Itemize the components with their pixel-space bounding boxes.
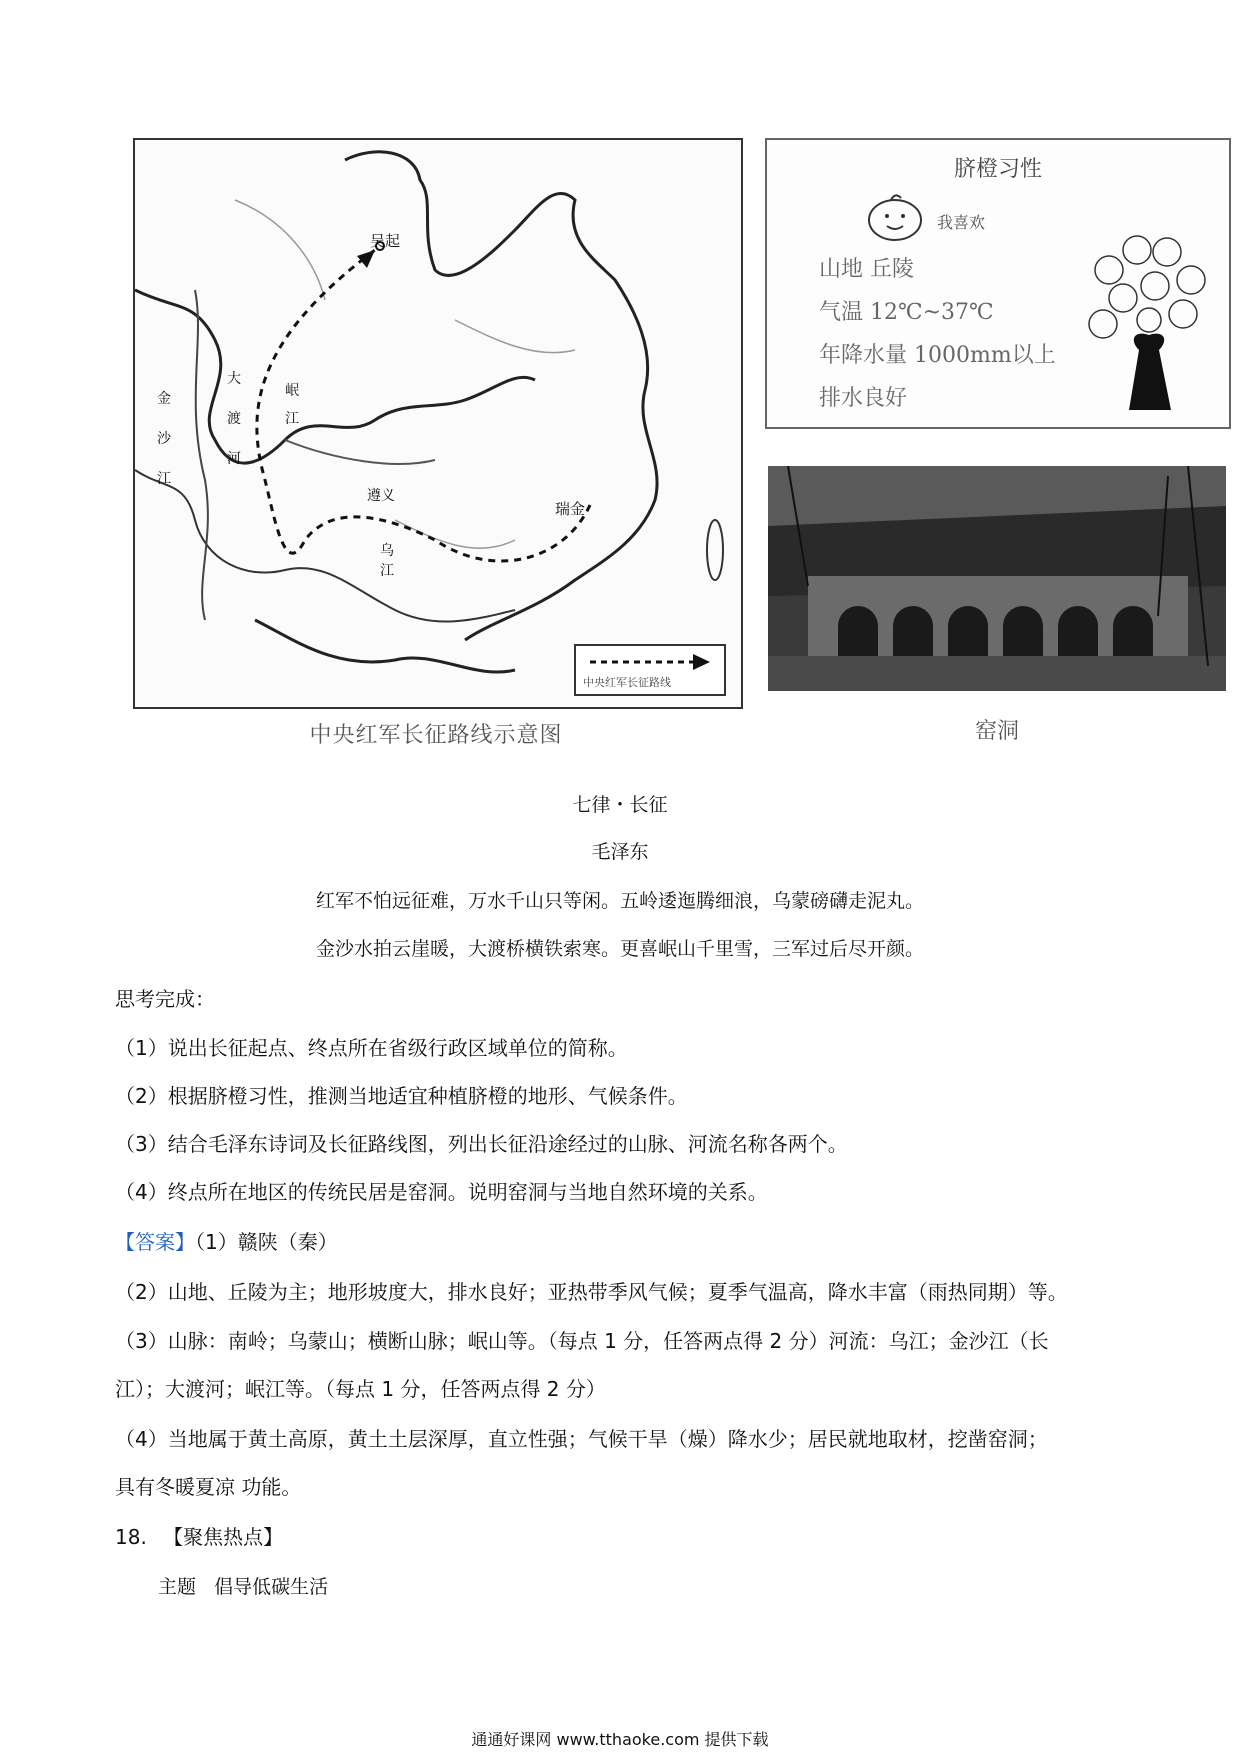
answer-2: （2）山地、丘陵为主；地形坡度大，排水良好；亚热带季风气候；夏季气温高，降水丰富（雨热同期）等。: [115, 1280, 1068, 1304]
map-label-jinsha-3: 江: [157, 471, 171, 487]
map-label-jinsha-2: 沙: [157, 431, 171, 447]
question-18-heading-line: [115, 1521, 283, 1550]
question-1: （1）说出长征起点、终点所在省级行政区域单位的简称。: [115, 1036, 628, 1060]
answer-3-line-2: 江）；大渡河；岷江等。（每点 1 分，任答两点得 2 分）: [115, 1377, 606, 1401]
navel-like-label: 我喜欢: [937, 213, 986, 232]
map-label-jinsha-1: 金: [157, 391, 171, 407]
map-label-min-1: 岷: [285, 383, 299, 399]
answer-4-line-2: 具有冬暖夏凉 功能。: [115, 1475, 302, 1499]
map-label-wu-1: 乌: [380, 543, 394, 559]
question-18-number: 18.: [115, 1525, 147, 1549]
map-label-zunyi: 遵义: [367, 488, 395, 504]
page-footer: 通通好课网 www.tthaoke.com 提供下载: [471, 1730, 769, 1749]
orange-tree-icon: [1079, 210, 1219, 410]
cave-dwelling-image: [768, 466, 1226, 691]
map-label-wu-2: 江: [380, 563, 394, 579]
map-label-wuqi: 吴起: [370, 232, 401, 250]
orange-face-icon: [865, 190, 925, 242]
long-march-map: [133, 138, 743, 709]
navel-line-temperature: 气温 12℃~37℃: [819, 300, 994, 325]
poem-line-1: 红军不怕远征难，万水千山只等闲。五岭逶迤腾细浪，乌蒙磅礴走泥丸。: [315, 890, 924, 912]
navel-line-drainage: 排水良好: [819, 386, 908, 411]
navel-line-precipitation: 年降水量 1000mm以上: [819, 343, 1056, 368]
question-18-heading: 【聚焦热点】: [163, 1525, 284, 1549]
navel-orange-box: [765, 138, 1231, 429]
map-label-dadu-1: 大: [227, 371, 241, 387]
answer-1: （1）赣陕（秦）: [195, 1230, 338, 1254]
question-3: （3）结合毛泽东诗词及长征路线图，列出长征沿途经过的山脉、河流名称各两个。: [115, 1132, 848, 1156]
question-18-topic: 主题 倡导低碳生活: [158, 1576, 329, 1598]
map-label-ruijin: 瑞金: [555, 500, 586, 518]
poem-author: 毛泽东: [591, 841, 649, 863]
map-drawing: [135, 140, 741, 707]
question-4: （4）终点所在地区的传统民居是窑洞。说明窑洞与当地自然环境的关系。: [115, 1180, 768, 1204]
map-caption: 中央红军长征路线示意图: [309, 723, 563, 748]
answer-3-line-1: （3）山脉：南岭；乌蒙山；横断山脉；岷山等。（每点 1 分，任答两点得 2 分）河流：乌江；金沙江（长: [115, 1329, 1049, 1353]
poem-title: 七律・长征: [572, 794, 668, 816]
map-label-dadu-2: 渡: [227, 411, 241, 427]
answer-4-line-1: （4）当地属于黄土高原，黄土土层深厚，直立性强；气候干旱（燥）降水少；居民就地取材，挖凿窑洞；: [115, 1427, 1048, 1451]
poem-line-2: 金沙水拍云崖暖，大渡桥横铁索寒。更喜岷山千里雪，三军过后尽开颜。: [315, 938, 924, 960]
question-2: （2）根据脐橙习性，推测当地适宜种植脐橙的地形、气候条件。: [115, 1084, 688, 1108]
photo-caption: 窑洞: [974, 719, 1019, 744]
answer-tag: 【答案】: [115, 1230, 195, 1254]
navel-line-terrain: 山地 丘陵: [819, 257, 914, 282]
map-legend-label: 中央红军长征路线: [583, 676, 671, 689]
map-label-min-2: 江: [285, 411, 299, 427]
navel-title: 脐橙习性: [953, 157, 1042, 182]
cave-dwelling-photo: [768, 466, 1226, 691]
map-label-dadu-3: 河: [227, 451, 241, 467]
questions-intro: 思考完成：: [115, 987, 215, 1011]
answer-1-line: [115, 1226, 338, 1255]
